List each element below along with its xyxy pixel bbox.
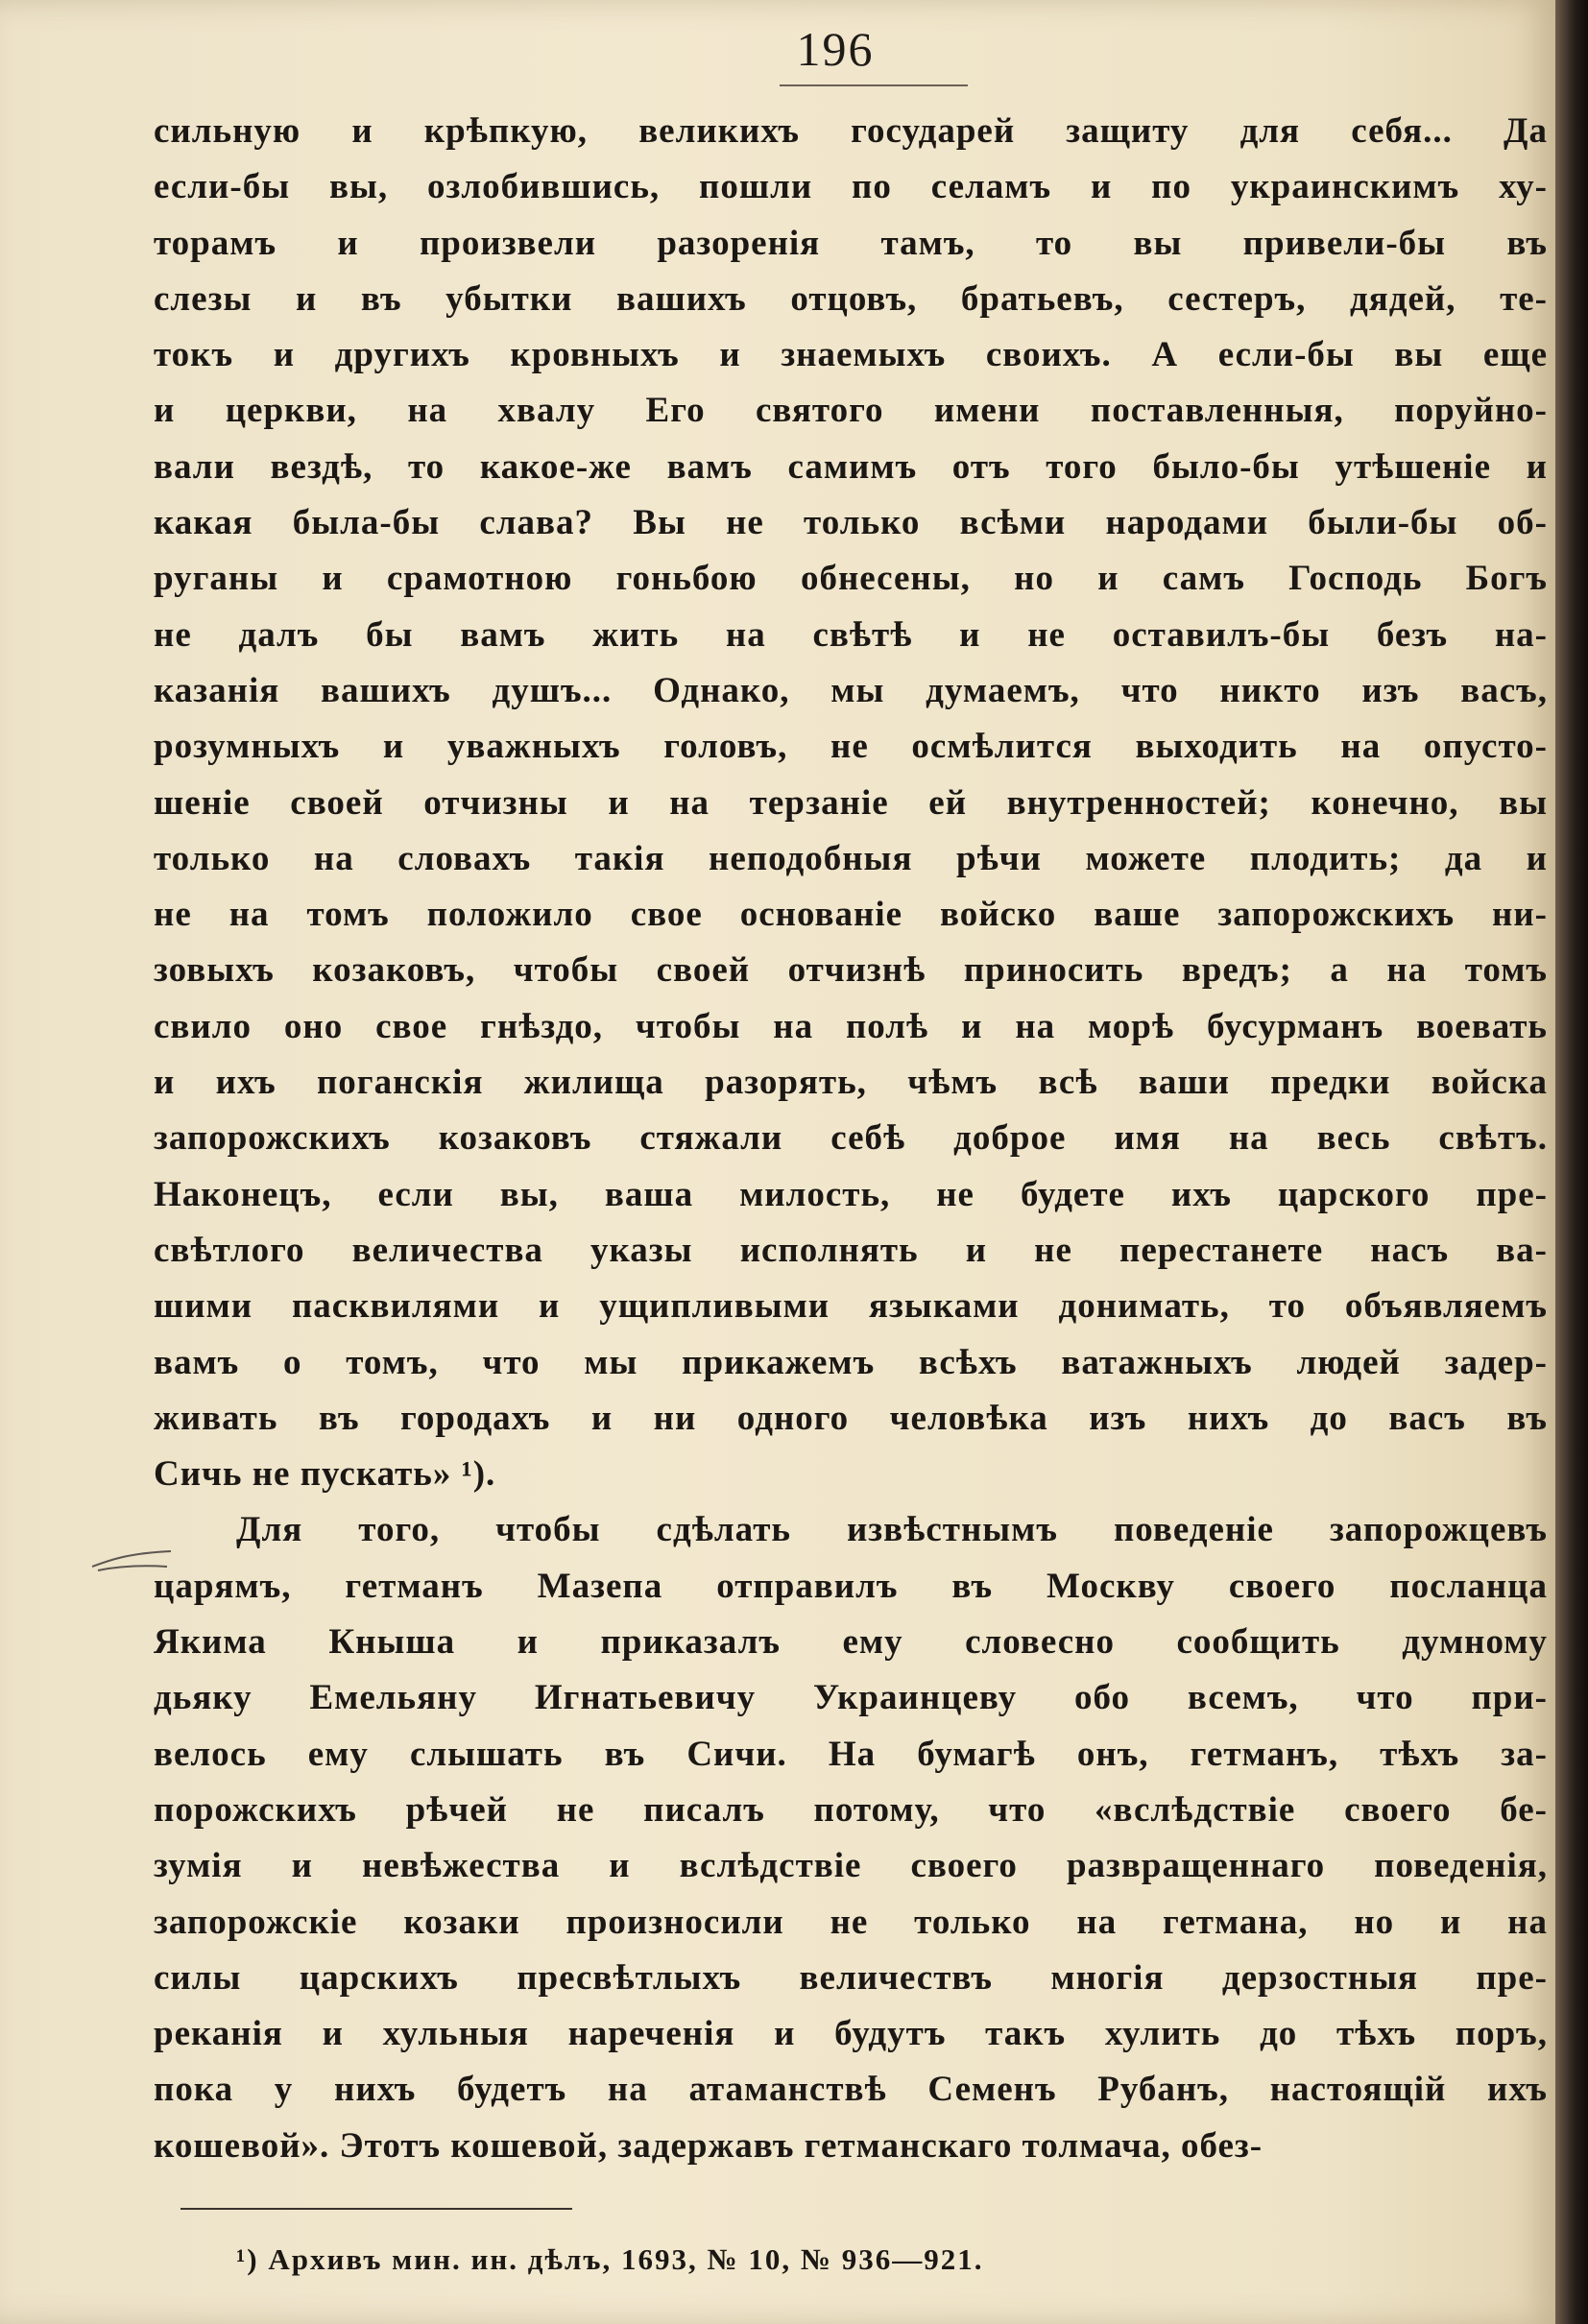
text-line: Для того, чтобы сдѣлать извѣстнымъ поведеніе запорожцевъ [236,1510,1548,1550]
text-line: Сичь не пускать» ¹). [154,1454,496,1495]
footnote: ¹) Архивъ мин. ин. дѣлъ, 1693, № 10, № 936—921. [236,2242,984,2276]
text-line: дьяку Емельяну Игнатьевичу Украинцеву обо всемъ, что при- [154,1678,1548,1718]
text-line: зумія и невѣжества и вслѣдствіе своего развращеннаго поведенія, [154,1846,1548,1886]
text-line: живать въ городахъ и ни одного человѣка изъ нихъ до васъ въ [154,1398,1548,1438]
text-line: слезы и въ убытки вашихъ отцовъ, братьевъ, сестеръ, дядей, те- [154,278,1548,319]
text-line: если-бы вы, озлобившись, пошли по селамъ и по украинскимъ ху- [154,167,1548,207]
text-line: зовыхъ козаковъ, чтобы своей отчизнѣ приносить вредъ; а на томъ [154,950,1548,991]
text-line: свило оно свое гнѣздо, чтобы на полѣ и на морѣ бусурманъ воевать [154,1006,1548,1046]
page-number-rule [780,84,968,86]
text-line: царямъ, гетманъ Мазепа отправилъ въ Москву своего посланца [154,1566,1548,1606]
text-line: пока у нихъ будетъ на атаманствѣ Семенъ Рубанъ, настоящій ихъ [154,2070,1548,2110]
body-text [154,104,1548,2174]
text-line: велось ему слышать въ Сичи. На бумагѣ онъ, гетманъ, тѣхъ за- [154,1734,1548,1774]
text-line: какая была-бы слава? Вы не только всѣми народами были-бы об- [154,503,1548,543]
page-number: 196 [796,22,875,76]
text-line: Якима Кныша и приказалъ ему словесно сообщить думному [154,1622,1548,1663]
text-line: вали вездѣ, то какое-же вамъ самимъ отъ того было-бы утѣшеніе и [154,446,1548,487]
text-line: и ихъ поганскія жилища разорять, чѣмъ всѣ ваши предки войска [154,1063,1548,1103]
text-line: силы царскихъ пресвѣтлыхъ величествъ многія дерзостныя пре- [154,1957,1548,1998]
text-line: шеніе своей отчизны и на терзаніе ей внутренностей; конечно, вы [154,782,1548,823]
footnote-rule [180,2208,572,2210]
text-line: руганы и срамотною гоньбою обнесены, но и самъ Господь Богъ [154,559,1548,599]
text-line: вамъ о томъ, что мы прикажемъ всѣхъ ватажныхъ людей задер- [154,1342,1548,1382]
text-line: не на томъ положило свое основаніе войско ваше запорожскихъ ни- [154,895,1548,935]
text-line: токъ и другихъ кровныхъ и знаемыхъ своихъ. А если-бы вы еще [154,335,1548,375]
text-line: торамъ и произвели разоренія тамъ, то вы привели-бы въ [154,223,1548,263]
text-line: свѣтлого величества указы исполнять и не перестанете насъ ва- [154,1230,1548,1270]
text-line: не далъ бы вамъ жить на свѣтѣ и не оставилъ-бы безъ на- [154,614,1548,655]
text-line: запорожскіе козаки произносили не только на гетмана, но и на [154,1902,1548,1942]
text-line: только на словахъ такія неподобныя рѣчи можете плодить; да и [154,838,1548,878]
text-line: и церкви, на хвалу Его святого имени поставленныя, поруйно- [154,391,1548,431]
text-line: Наконецъ, если вы, ваша милость, не будете ихъ царского пре- [154,1174,1548,1214]
text-line: реканія и хульныя нареченія и будутъ такъ хулить до тѣхъ поръ, [154,2014,1548,2054]
pencil-margin-mark [88,1545,177,1572]
book-binding-edge [1555,0,1588,2324]
text-line: казанія вашихъ душъ... Однако, мы думаемъ, что никто изъ васъ, [154,670,1548,710]
text-line: сильную и крѣпкую, великихъ государей защиту для себя... Да [154,111,1548,151]
text-line: порожскихъ рѣчей не писалъ потому, что «вслѣдствіе своего бе- [154,1789,1548,1830]
text-line: запорожскихъ козаковъ стяжали себѣ доброе имя на весь свѣтъ. [154,1118,1548,1159]
text-line: кошевой». Этотъ кошевой, задержавъ гетманскаго толмача, обез- [154,2125,1263,2166]
text-line: шими пасквилями и ущипливыми языками донимать, то объявляемъ [154,1286,1548,1327]
text-line: розумныхъ и уважныхъ головъ, не осмѣлится выходить на опусто- [154,727,1548,767]
